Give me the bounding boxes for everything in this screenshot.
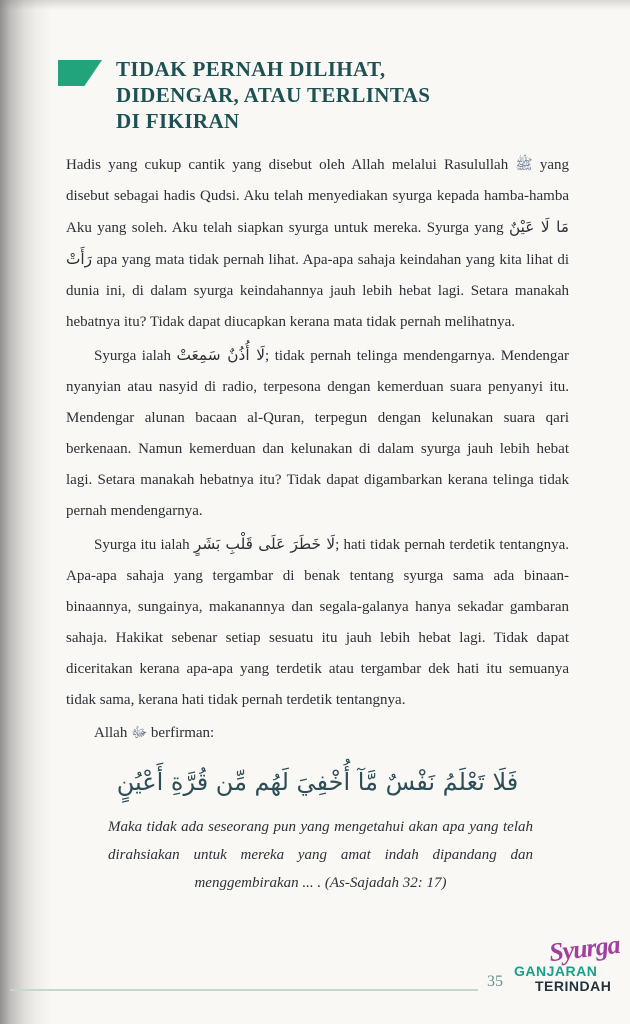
- section-marker-icon: [58, 60, 102, 86]
- paragraph-4: [66, 718, 569, 749]
- page-top-shadow: [0, 0, 630, 10]
- section-heading: [66, 56, 569, 134]
- footer-rule: [10, 989, 478, 991]
- paragraph-3-text-2: ; hati tidak pernah terdetik tentangnya. Apa-apa sahaja yang tergambar di benak tentang syurga sama ada binaan-binaannya, sungainya, makanannya dan segala-galanya hanya sekadar gambaran sahaja. Hakikat sebenar setiap sesuatu itu jauh lebih hebat lagi. Tidak dapat diceritakan kerana apa-apa yang terdetik atau tergambar dek hati itu semuanya tidak sama, kerana hati tidak pernah terdetik tentangnya.: [66, 537, 569, 708]
- logo-word-ganjaran: GANJARAN: [514, 963, 598, 979]
- logo-word-syurga: Syurga: [547, 929, 622, 968]
- arabic-phrase-eye: مَا لَا عَيْنٌ رَأَتْ: [66, 218, 569, 268]
- paragraph-4-text-1: Allah: [94, 725, 132, 741]
- paragraph-1-text-2: yang disebut sebagai hadis Qudsi. Aku telah menyediakan syurga kepada hamba-hamba Aku yang soleh. Aku telah siapkan syurga untuk mereka. Syurga yang: [66, 157, 569, 236]
- paragraph-2: [66, 340, 569, 527]
- page-title-line2: DIDENGAR, ATAU TERLINTAS: [116, 83, 431, 107]
- paragraph-1: [66, 150, 569, 338]
- paragraph-4-text-2: berfirman:: [147, 725, 215, 741]
- page-number: 35: [487, 973, 503, 990]
- paragraph-1-text-1: Hadis yang cukup cantik yang disebut oleh Allah melalui Rasulullah: [66, 157, 516, 173]
- publisher-logo: [514, 929, 622, 1002]
- paragraph-2-text-2: ; tidak pernah telinga mendengarnya. Mendengar nyanyian atau nasyid di radio, terpesona dengan kemerduan suara penyanyi itu. Mendengar alunan bacaan al-Quran, terpegun dengan kelunakan suara qari berkenaan. Namun kemerduan dan kelunakan di dalam syurga jauh lebih hebat lagi. Setara manakah hebatnya itu? Tidak dapat digambarkan kerana telinga tidak pernah mendengarnya.: [66, 348, 570, 519]
- logo-word-terindah: TERINDAH: [535, 978, 612, 994]
- paragraph-2-text-1: Syurga ialah: [94, 348, 177, 364]
- arabic-phrase-heart: لَا خَطَرَ عَلَى قَلْبِ بَشَرٍ: [193, 535, 336, 553]
- page-title-line1: TIDAK PERNAH DILIHAT,: [116, 57, 386, 81]
- pbuh-symbol: ﷺ: [515, 157, 533, 173]
- page-content: [66, 56, 569, 897]
- body-text: [66, 150, 569, 749]
- paragraph-3-text-1: Syurga itu ialah: [94, 537, 194, 553]
- page-title-line3: DI FIKIRAN: [116, 109, 240, 133]
- page-spine-shadow: [0, 0, 52, 1024]
- page-title: [116, 56, 430, 134]
- arabic-phrase-ear: لَا أُذُنٌ سَمِعَتْ: [176, 346, 265, 364]
- quran-verse-arabic: فَلَا تَعْلَمُ نَفْسٌ مَّآ أُخْفِيَ لَهُم مِّن قُرَّةِ أَعْيُنٍ: [116, 768, 519, 796]
- paragraph-3: [66, 529, 569, 716]
- swt-symbol: ﷻ: [131, 725, 148, 741]
- verse-translation: Maka tidak ada seseorang pun yang mengetahui akan apa yang telah dirahsiakan untuk mereka yang amat indah dipandang dan menggembirakan ... . (As-Sajadah 32: 17): [108, 819, 533, 891]
- paragraph-1-text-3: apa yang mata tidak pernah lihat. Apa-apa sahaja keindahan yang kita lihat di dunia ini, di dalam syurga keindahannya jauh lebih hebat lagi. Setara manakah hebatnya itu? Tidak dapat diucapkan kerana mata tidak pernah melihatnya.: [66, 252, 569, 330]
